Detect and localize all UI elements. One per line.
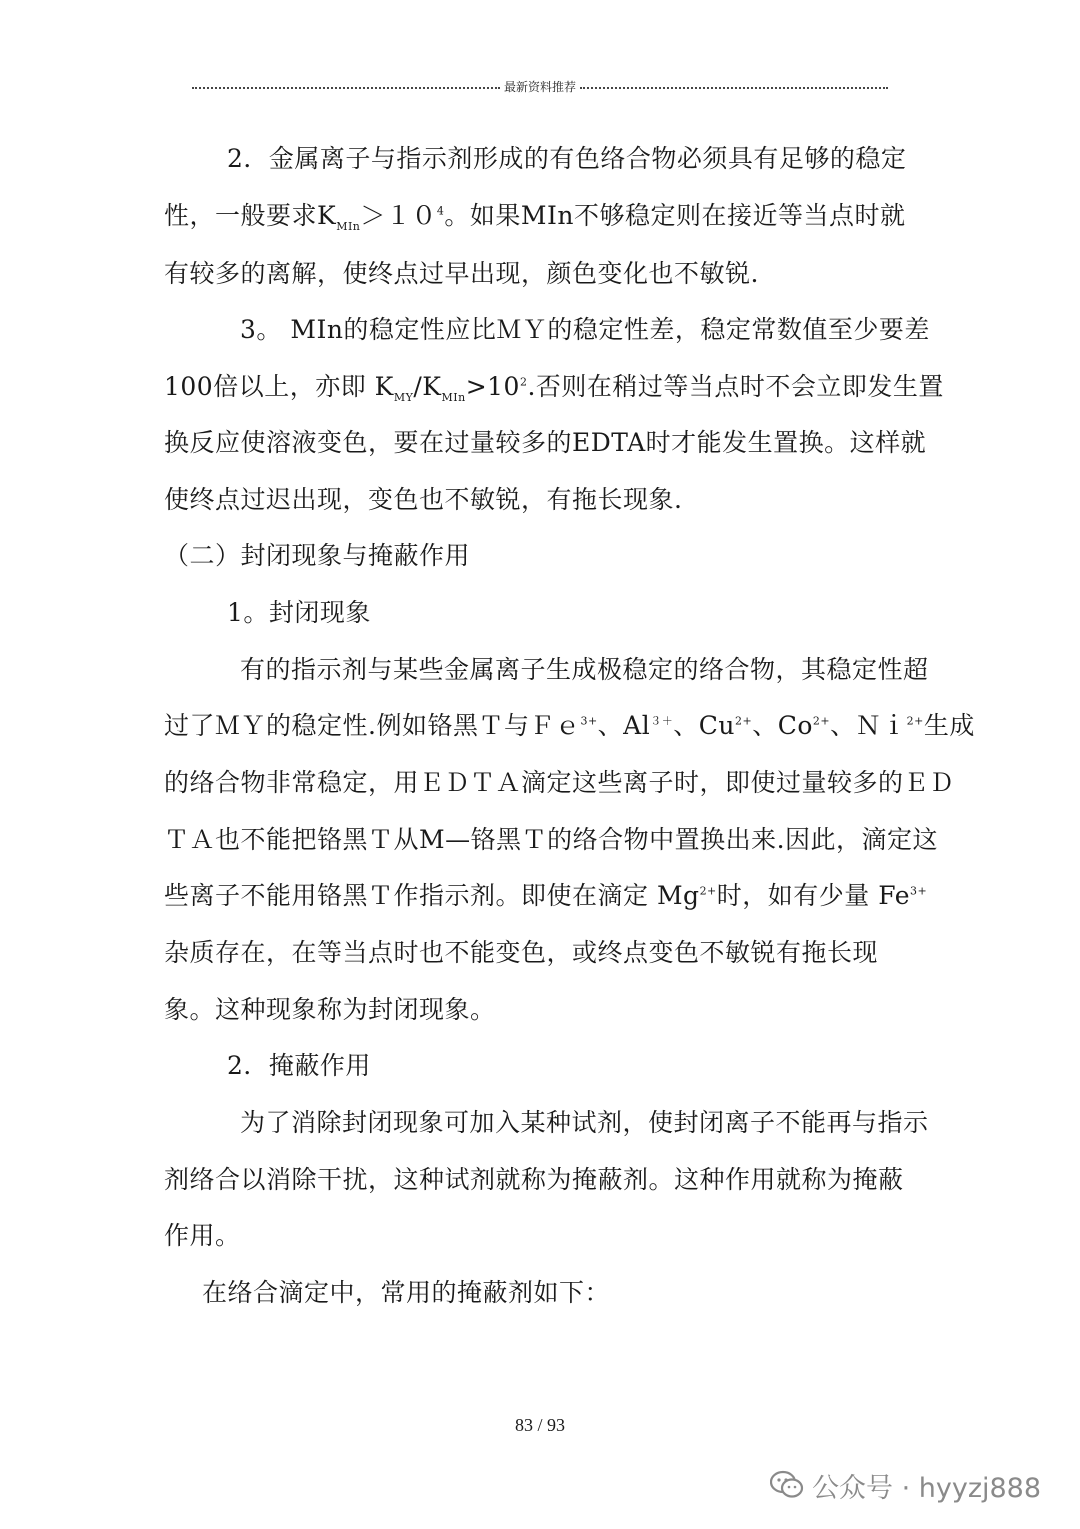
text-line-1: 2．金属离子与指示剂形成的有色络合物必须具有足够的稳定 [227,144,907,173]
text-line-12: 些离子不能用铬黑Ｔ作指示剂。即使在滴定 $Mg^{2+}$时，如有少量 $Fe^{3+}$ [164,881,928,910]
text-line-18: 在络合滴定中，常用的掩蔽剂如下： [202,1278,611,1307]
text-line-7: 使终点过迟出现，变色也不敏锐，有拖长现象. [164,485,683,514]
text-line-8: 有的指示剂与某些金属离子生成极稳定的络合物，其稳定性超 [240,655,929,684]
text-line-15: 为了消除封闭现象可加入某种试剂，使封闭离子不能再与指示 [240,1108,929,1137]
text-line-4: 3。 MIn的稳定性应比ＭＹ的稳定性差，稳定常数值至少要差 [240,315,930,344]
text-line-11: ＴＡ也不能把铬黑Ｔ从M—铬黑Ｔ的络合物中置换出来.因此，滴定这 [164,825,939,854]
text-line-16: 剂络合以消除干扰，这种试剂就称为掩蔽剂。这种作用就称为掩蔽 [164,1165,904,1194]
text-line-13: 杂质存在，在等当点时也不能变色，或终点变色不敏锐有拖长现 [164,938,879,967]
text-line-6: 换反应使溶液变色，要在过量较多的EDTA时才能发生置换。这样就 [164,428,927,457]
header-dots-left [192,87,500,89]
text-line-3: 有较多的离解，使终点过早出现，颜色变化也不敏锐. [164,259,759,288]
text-line-14: 象。这种现象称为封闭现象。 [164,995,496,1024]
page-header [192,74,888,98]
wechat-icon [770,1470,804,1500]
subsection-heading-1: 1。封闭现象 [227,598,371,627]
subsection-heading-2: 2．掩蔽作用 [227,1051,371,1080]
page-number: 83 / 93 [514,1415,565,1435]
text-line-10: 的络合物非常稳定，用ＥＤＴＡ滴定这些离子时，即使过量较多的ＥＤ [164,768,955,797]
watermark-text: 公众号 · hyyzj888 [812,1472,1042,1504]
section-heading: （二）封闭现象与掩蔽作用 [164,541,471,570]
text-line-17: 作用。 [164,1221,241,1250]
text-line-5: 100倍以上，亦即 $K_{MY}/K_{MIn}>10^2$.否则在稍过等当点时不会立即发生置 [164,372,944,404]
text-line-2: 性，一般要求$K_{MIn}>10^4$。如果MIn不够稳定则在接近等当点时就 [164,201,906,233]
header-dots-right [580,87,888,89]
text-line-9: 过了ＭＹ的稳定性.例如铬黑Ｔ与Ｆｅ$^{3+}$、$Al^{3+}$、$Cu^{2+}$、$Co^{2+}$、Ｎｉ$^{2+}$生成 [164,711,975,740]
watermark [770,1465,1041,1505]
header-label: 最新资料推荐 [504,79,577,94]
